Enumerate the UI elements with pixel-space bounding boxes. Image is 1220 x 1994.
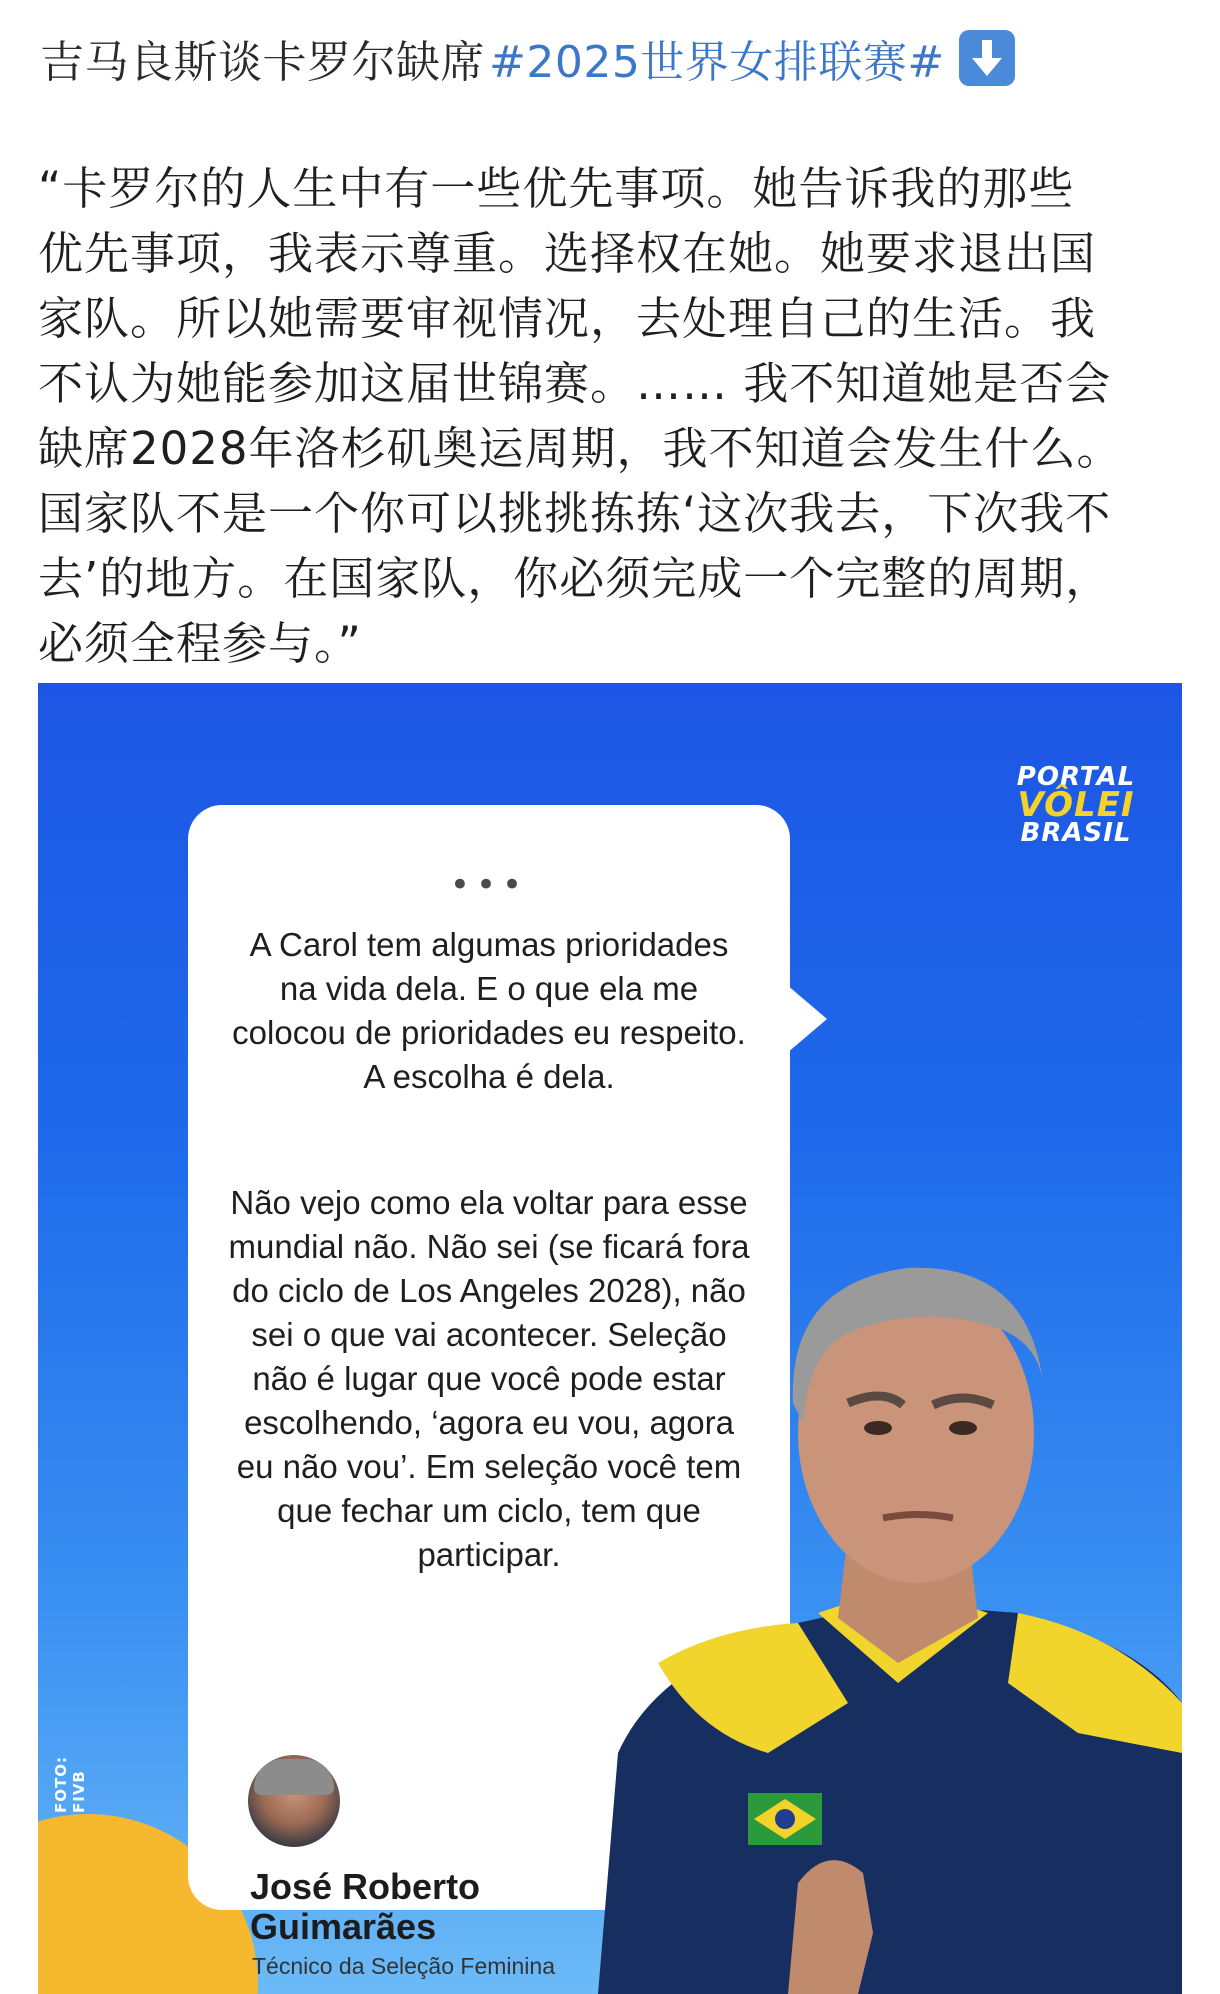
post-title: 吉马良斯谈卡罗尔缺席 — [40, 37, 485, 88]
logo-line: PORTAL — [1016, 762, 1136, 792]
avatar-hair — [254, 1759, 334, 1795]
post-body-line: 去’的地方。在国家队，你必须完成一个完整的周期， — [38, 552, 1112, 605]
post-body-line: 缺席2028年洛杉矶奥运周期，我不知道会发生什么。 — [38, 422, 1123, 475]
speaker-name-line: José Roberto — [250, 1866, 481, 1907]
logo-line: VÔLEI — [1017, 785, 1135, 825]
brazil-flag-globe — [775, 1809, 795, 1829]
portal-volei-brasil-logo — [1006, 763, 1146, 847]
post-title-row — [40, 18, 1190, 98]
post-body-line: “卡罗尔的人生中有一些优先事项。她告诉我的那些 — [38, 162, 1075, 215]
post-body-line: 家队。所以她需要审视情况，去处理自己的生活。我 — [38, 292, 1097, 345]
photo-credit: FOTO: FIVB — [52, 1756, 88, 1813]
eye — [949, 1421, 977, 1435]
speaker-name — [250, 1867, 480, 1947]
quote-paragraph: A Carol tem algumas prioridades na vida dela. E o que ela me colocou de prioridades eu respeito. A escolha é dela. — [232, 926, 746, 1095]
logo-line: BRASIL — [1020, 818, 1132, 848]
typing-dots-icon: ••• — [449, 865, 529, 905]
post-body-line: 必须全程参与。” — [38, 617, 362, 670]
post-image[interactable] — [38, 683, 1182, 1994]
eye — [864, 1421, 892, 1435]
post-body-line: 国家队不是一个你可以挑挑拣拣‘这次我去，下次我不 — [38, 487, 1112, 540]
hand — [788, 1860, 873, 1994]
avatar — [248, 1755, 340, 1847]
speaker-role: Técnico da Seleção Feminina — [252, 1953, 555, 1979]
post-body-line: 不认为她能参加这届世锦赛。…… 我不知道她是否会 — [38, 357, 1112, 410]
post-body-line: 优先事项，我表示尊重。选择权在她。她要求退出国 — [38, 227, 1097, 280]
down-arrow-icon — [959, 30, 1015, 86]
quote-paragraph: Não vejo como ela voltar para esse mundial não. Não sei (se ficará fora do ciclo de Los Angeles 2028), não sei o que vai acontecer. Seleção não é lugar que você pode estar escolhendo, ‘agora eu vou, agora eu não vou’. Em seleção você tem que fechar um ciclo, tem que participar. — [228, 1184, 750, 1573]
speaker-name-line: Guimarães — [250, 1906, 437, 1947]
hashtag-link[interactable]: #2025世界女排联赛# — [489, 37, 945, 88]
post-body — [38, 156, 1188, 676]
coach-photo — [598, 1233, 1182, 1994]
mouth — [883, 1515, 953, 1519]
